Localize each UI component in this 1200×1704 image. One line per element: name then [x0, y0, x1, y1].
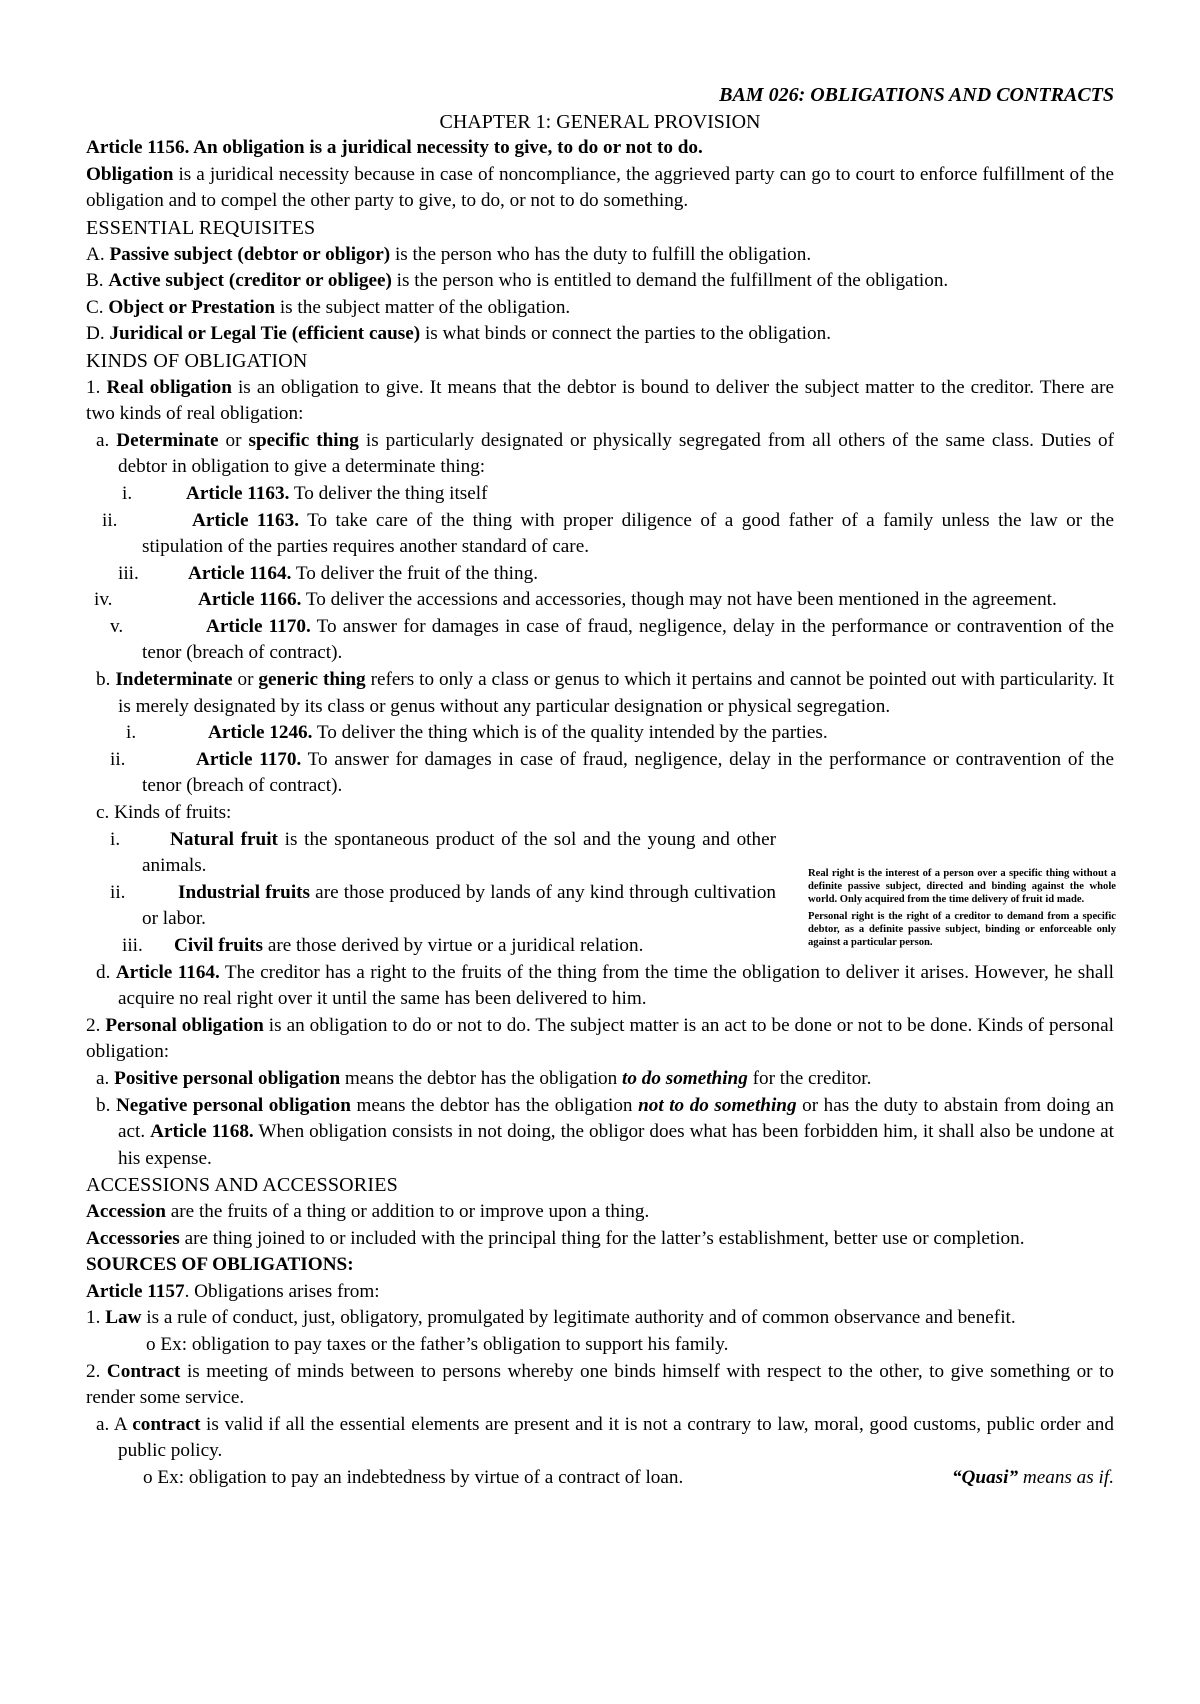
article-ref: Article 1166.	[198, 589, 302, 611]
sources-heading	[86, 1252, 1114, 1279]
contract-text: is meeting of minds between to persons whereby one binds himself with respect to the other, to give something or to render some service.	[86, 1360, 1115, 1409]
roman-numeral: iv.	[94, 589, 113, 611]
kinds-of-obligation-heading: KINDS OF OBLIGATION	[86, 349, 308, 372]
article-1164-text: The creditor has a right to the fruits of the thing from the time the obligation to deliver it arises. However, he shall acquire no real right over it until the same has been delivered to him.	[118, 961, 1114, 1010]
article-ref: Article 1164.	[188, 562, 292, 584]
negative-text-mid: or has the duty to abstain from doing an act.	[118, 1094, 1115, 1143]
quasi-text: means as if.	[1018, 1466, 1114, 1488]
item-number: 1.	[86, 1307, 106, 1329]
fruit-text: are those derived by virtue or a juridical relation.	[263, 935, 644, 956]
fruit-item	[86, 880, 776, 933]
term-accession: Accession	[86, 1200, 166, 1222]
requisite-term: Active subject (creditor or obligee)	[108, 270, 392, 292]
real-obligation-text: is an obligation to give. It means that the debtor is bound to deliver the subject matter to the creditor. There are two kinds of real obligation:	[86, 376, 1115, 425]
roman-numeral: i.	[126, 722, 137, 744]
accessions-heading: ACCESSIONS AND ACCESSORIES	[86, 1174, 398, 1197]
requisite-term: Passive subject (debtor or obligor)	[109, 243, 391, 265]
article-ref: Article 1163.	[186, 482, 290, 504]
requisite-item	[86, 242, 1114, 269]
article-1156-text: Article 1156. An obligation is a juridical necessity to give, to do or not to do.	[86, 137, 703, 159]
indeterminate-text: refers to only a class or genus to which it pertains and cannot be pointed out with particularity. It is merely designated by its class or genus without any particular designation or physical segregation.	[118, 669, 1114, 717]
duty-text: To deliver the thing which is of the quality intended by the parties.	[312, 722, 828, 744]
roman-numeral: ii.	[110, 748, 126, 770]
article-ref: Article 1170.	[196, 748, 302, 770]
duty-item	[86, 561, 1114, 588]
contract-example-text: Ex: obligation to pay an indebtedness by virtue of a contract of loan.	[157, 1466, 684, 1488]
article-ref: Article 1168.	[150, 1121, 254, 1143]
fruit-item	[86, 827, 776, 880]
roman-numeral: i.	[110, 828, 121, 850]
article-ref: Article 1164.	[115, 961, 220, 983]
term-determinate: Determinate	[116, 429, 219, 451]
term-natural-fruit: Natural fruit	[170, 828, 278, 850]
contract-validity	[86, 1412, 1114, 1465]
requisite-letter: B.	[86, 270, 109, 292]
duty-text: To answer for damages in case of fraud, negligence, delay in the performance or contravention of the tenor (breach of contract).	[142, 748, 1114, 797]
bullet-icon: o	[143, 1466, 153, 1488]
accessories-text: are thing joined to or included with the principal thing for the latter’s establishment, better use or completion.	[179, 1227, 1025, 1249]
source-contract	[86, 1359, 1114, 1412]
side-note	[808, 867, 1116, 952]
item-letter: b.	[96, 1094, 116, 1116]
law-example	[86, 1332, 1114, 1359]
positive-personal-obligation	[86, 1066, 1114, 1093]
obligation-definition	[86, 162, 1114, 215]
personal-obligation	[86, 1013, 1114, 1066]
item-letter: b.	[96, 669, 116, 691]
article-ref: Article 1157	[86, 1280, 185, 1302]
real-right-note: Real right is the interest of a person over a specific thing without a definite passive subject, directed and binding against the whole world. Only acquired from the time delivery of fruit id made.	[808, 868, 1116, 906]
roman-numeral: iii.	[122, 935, 143, 956]
duty-item	[86, 720, 1114, 747]
accession-definition	[86, 1199, 1114, 1226]
term-industrial-fruits: Industrial fruits	[178, 881, 311, 903]
requisite-item	[86, 268, 1114, 295]
determinate-text: is particularly designated or physically segregated from all others of the same class. Duties of debtor in obligation to give a determinate thing:	[118, 429, 1115, 478]
indeterminate-thing	[86, 667, 1114, 720]
essential-requisites-heading: ESSENTIAL REQUISITES	[86, 216, 316, 239]
roman-numeral: v.	[110, 615, 124, 637]
course-header: BAM 026: OBLIGATIONS AND CONTRACTS	[719, 84, 1114, 106]
term-quasi: “Quasi”	[951, 1466, 1019, 1488]
term-civil-fruits: Civil fruits	[174, 935, 264, 956]
article-1157	[86, 1279, 1114, 1306]
term-personal-obligation: Personal obligation	[105, 1014, 264, 1036]
contract-example	[86, 1465, 1114, 1492]
roman-numeral: ii.	[102, 509, 118, 531]
roman-numeral: ii.	[110, 881, 126, 903]
requisite-text: is what binds or connect the parties to the obligation.	[420, 323, 831, 345]
article-1156	[86, 135, 1114, 162]
document-page	[86, 82, 1114, 1491]
requisite-text: is the person who has the duty to fulfill the obligation.	[390, 243, 812, 265]
term-generic-thing: generic thing	[258, 669, 366, 691]
item-number: 2.	[86, 1014, 106, 1036]
term-obligation: Obligation	[86, 163, 174, 185]
duty-text: To answer for damages in case of fraud, negligence, delay in the performance or contravention of the tenor (breach of contract).	[142, 615, 1114, 664]
item-letter: a.	[96, 1413, 114, 1435]
personal-right-note: Personal right is the right of a creditor to demand from a specific debtor, as a definite passive subject, binding or enforceable only against a particular person.	[808, 910, 1116, 949]
article-ref: Article 1163.	[192, 509, 300, 531]
article-1157-text: . Obligations arises from:	[184, 1280, 380, 1302]
sources-heading-text: SOURCES OF OBLIGATIONS:	[86, 1254, 354, 1276]
item-letter: a.	[96, 1067, 115, 1089]
requisite-letter: C.	[86, 296, 109, 318]
item-number: 2.	[86, 1360, 107, 1382]
requisite-term: Object or Prestation	[108, 296, 276, 318]
term-contract: Contract	[106, 1360, 181, 1382]
requisite-letter: A.	[86, 243, 110, 265]
contract-validity-text: is valid if all the essential elements are present and it is not a contrary to law, moral, good customs, public order and public policy.	[118, 1413, 1114, 1462]
roman-numeral: iii.	[118, 562, 139, 584]
duty-text: To deliver the accessions and accessories, though may not have been mentioned in the agreement.	[301, 589, 1057, 611]
negative-personal-obligation	[86, 1093, 1114, 1173]
chapter-title: CHAPTER 1: GENERAL PROVISION	[439, 110, 761, 133]
term-law: Law	[105, 1307, 142, 1329]
article-ref: Article 1170.	[206, 615, 311, 637]
bullet-icon: o	[146, 1333, 156, 1355]
accession-text: are the fruits of a thing or addition to or improve upon a thing.	[165, 1200, 650, 1222]
source-law	[86, 1305, 1114, 1332]
article-ref: Article 1246.	[208, 722, 313, 744]
requisite-term: Juridical or Legal Tie (efficient cause)	[109, 323, 421, 345]
duty-item	[86, 508, 1114, 561]
requisite-item	[86, 295, 1114, 322]
term-positive-obligation: Positive personal obligation	[114, 1067, 341, 1089]
requisite-text: is the person who is entitled to demand the fulfillment of the obligation.	[391, 270, 949, 292]
requisite-text: is the subject matter of the obligation.	[275, 296, 571, 318]
emphasis-to-do-something: to do something	[622, 1067, 748, 1089]
determinate-thing	[86, 428, 1114, 481]
real-obligation	[86, 375, 1114, 428]
obligation-definition-text: is a juridical necessity because in case of noncompliance, the aggrieved party can go to court to enforce fulfillment of the obligation and to compel the other party to give, to do, or not to do something.	[86, 163, 1114, 212]
negative-text-end: When obligation consists in not doing, the obligor does what has been forbidden him, it shall also be undone at his expense.	[118, 1121, 1114, 1169]
accessories-definition	[86, 1226, 1114, 1253]
duty-item	[86, 481, 1114, 508]
term-real-obligation: Real obligation	[106, 376, 232, 398]
duty-text: To deliver the fruit of the thing.	[291, 562, 538, 584]
fruit-text: is the spontaneous product of the sol and the young and other animals.	[142, 828, 777, 877]
duty-item	[86, 614, 1114, 667]
article-1164-fruits	[86, 960, 1114, 1013]
kinds-of-fruits-text: Kinds of fruits:	[114, 802, 232, 824]
emphasis-not-to-do-something: not to do something	[638, 1094, 797, 1116]
fruits-block	[86, 800, 776, 960]
contract-validity-pre: A	[113, 1413, 133, 1435]
connector-text: or	[232, 669, 259, 691]
requisite-letter: D.	[86, 323, 110, 345]
duty-item	[86, 587, 1114, 614]
personal-obligation-text: is an obligation to do or not to do. The subject matter is an act to be done or not to be done. Kinds of personal obligation:	[86, 1014, 1114, 1063]
duty-text: To deliver the thing itself	[289, 482, 488, 504]
term-negative-obligation: Negative personal obligation	[115, 1094, 351, 1116]
item-number: 1.	[86, 376, 107, 398]
connector-text: or	[218, 429, 249, 451]
term-accessories: Accessories	[86, 1227, 180, 1249]
positive-text: means the debtor has the obligation	[340, 1067, 623, 1089]
term-indeterminate: Indeterminate	[115, 669, 233, 691]
roman-numeral: i.	[122, 482, 133, 504]
duty-text: To take care of the thing with proper diligence of a good father of a family unless the law or the stipulation of the parties requires another standard of care.	[142, 509, 1114, 558]
kinds-of-fruits	[86, 800, 776, 827]
negative-text: means the debtor has the obligation	[350, 1094, 639, 1116]
positive-text-end: for the creditor.	[747, 1067, 872, 1089]
item-letter: d.	[96, 961, 116, 983]
item-letter: c.	[96, 802, 115, 824]
duty-item	[86, 747, 1114, 800]
item-letter: a.	[96, 429, 117, 451]
law-text: is a rule of conduct, just, obligatory, promulgated by legitimate authority and of common observance and benefit.	[141, 1307, 1016, 1329]
term-contract: contract	[132, 1413, 201, 1435]
requisite-item	[86, 321, 1114, 348]
law-example-text: Ex: obligation to pay taxes or the father’s obligation to support his family.	[160, 1333, 729, 1355]
fruit-text: are those produced by lands of any kind through cultivation or labor.	[142, 881, 777, 930]
fruit-item	[86, 933, 776, 960]
term-specific-thing: specific thing	[248, 429, 359, 451]
quasi-note	[952, 1465, 1114, 1492]
